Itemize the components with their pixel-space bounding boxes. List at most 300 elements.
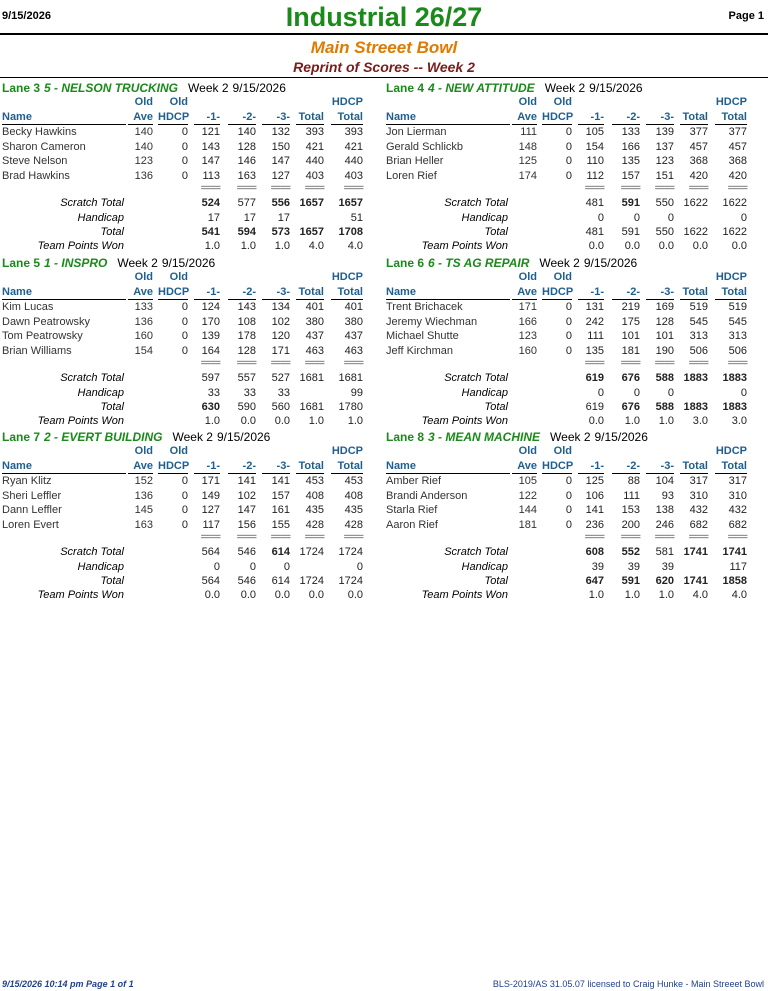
player-average: 160 xyxy=(518,344,537,357)
player-game3: 141 xyxy=(271,475,290,487)
player-name: Brian Williams xyxy=(2,344,72,357)
player-game2: 178 xyxy=(237,330,256,342)
lane-header xyxy=(386,430,648,444)
col-total-header: Total xyxy=(680,110,708,125)
player-game3: 169 xyxy=(655,301,674,313)
name-header-underline xyxy=(386,110,510,125)
grand-total-label: Total xyxy=(484,401,508,413)
grand-total-g2: 591 xyxy=(621,226,640,238)
grand-total-g3: 620 xyxy=(655,575,674,587)
player-game1: 125 xyxy=(585,475,604,487)
col-old-label: Old xyxy=(134,271,153,283)
team-points-label: Team Points Won xyxy=(37,589,124,601)
team-points-g1: 1.0 xyxy=(204,240,220,252)
player-average: 122 xyxy=(518,489,537,502)
player-handicap: 0 xyxy=(565,344,572,357)
player-handicap: 0 xyxy=(565,518,572,531)
report-subtitle: Reprint of Scores -- Week 2 xyxy=(293,59,475,75)
player-total: 420 xyxy=(689,169,708,182)
scratch-total-g2: 552 xyxy=(621,546,640,558)
scratch-total-hdcp-total: 1724 xyxy=(338,546,363,558)
lane-header xyxy=(2,430,270,444)
week-date: 9/15/2026 xyxy=(216,430,271,444)
grand-total-label: Total xyxy=(484,226,508,238)
scratch-total-g1: 619 xyxy=(585,372,604,384)
grand-total-total: 1883 xyxy=(683,401,708,413)
grand-total-g1: 564 xyxy=(201,575,220,587)
team-name: 4 - NEW ATTITUDE xyxy=(428,81,535,95)
player-game1: 139 xyxy=(201,330,220,342)
player-name: Michael Shutte xyxy=(386,330,459,342)
col-total-header: Total xyxy=(680,459,708,474)
player-total: 317 xyxy=(689,475,708,487)
player-total: 457 xyxy=(689,140,708,153)
team-points-g2: 1.0 xyxy=(624,415,640,427)
player-game2: 135 xyxy=(621,155,640,167)
col-total-header: Total xyxy=(296,110,324,125)
col-name-header: Name xyxy=(2,286,32,298)
col-game3-header: -3- xyxy=(262,459,290,474)
handicap-g3: 39 xyxy=(661,561,674,573)
col-old-label: Old xyxy=(169,445,188,457)
double-rule: ==== xyxy=(688,183,708,194)
col-game2-header: -2- xyxy=(612,110,640,125)
scratch-total-g2: 577 xyxy=(237,197,256,209)
player-total: 368 xyxy=(689,155,708,167)
handicap-total xyxy=(296,386,324,400)
player-game2: 140 xyxy=(237,126,256,138)
col-hdcp-label: HDCP xyxy=(331,271,363,283)
scratch-total-g2: 546 xyxy=(237,546,256,558)
col-hdcp-label: HDCP xyxy=(331,445,363,457)
grand-total-g1: 647 xyxy=(585,575,604,587)
col-hdcp-header: HDCP xyxy=(158,286,190,298)
grand-total-label: Total xyxy=(100,575,124,587)
player-game3: 139 xyxy=(655,126,674,138)
player-game1: 141 xyxy=(585,504,604,516)
double-rule: ==== xyxy=(236,532,256,543)
player-game2: 101 xyxy=(621,330,640,342)
player-name: Ryan Klitz xyxy=(2,475,52,487)
handicap-label: Handicap xyxy=(77,561,124,573)
player-name: Amber Rief xyxy=(386,475,442,487)
team-points-g2: 0.0 xyxy=(240,415,256,427)
col-hdcp-total-header: Total xyxy=(331,285,363,300)
player-handicap: 0 xyxy=(181,330,188,342)
team-points-g1: 0.0 xyxy=(588,415,604,427)
handicap-g1: 0 xyxy=(597,212,604,224)
handicap-hdcp-total: 0 xyxy=(740,212,747,224)
player-total: 545 xyxy=(689,315,708,328)
player-name: Dann Leffler xyxy=(2,504,62,516)
player-handicap: 0 xyxy=(181,518,188,531)
team-points-hdcp-total: 4.0 xyxy=(347,240,363,252)
col-hdcp-label: HDCP xyxy=(331,96,363,108)
player-game2: 181 xyxy=(621,344,640,357)
double-rule: ==== xyxy=(270,358,290,369)
header-rule xyxy=(0,33,768,35)
col-name-header: Name xyxy=(386,460,416,472)
player-game1: 106 xyxy=(585,489,604,502)
player-game3: 127 xyxy=(271,169,290,182)
team-points-hdcp-total: 1.0 xyxy=(347,415,363,427)
double-rule: ==== xyxy=(654,358,674,369)
player-handicap: 0 xyxy=(181,489,188,502)
grand-total-g2: 546 xyxy=(237,575,256,587)
col-hdcp-label: HDCP xyxy=(715,96,747,108)
player-game3: 120 xyxy=(271,330,290,342)
col-game1-header: -1- xyxy=(194,459,220,474)
scratch-total-g2: 676 xyxy=(621,372,640,384)
name-header-underline xyxy=(2,285,126,300)
player-game3: 157 xyxy=(271,489,290,502)
player-handicap: 0 xyxy=(181,475,188,487)
scratch-total-hdcp-total: 1741 xyxy=(722,546,747,558)
footer-left: 9/15/2026 10:14 pm Page 1 of 1 xyxy=(2,979,134,989)
col-total-header: Total xyxy=(680,285,708,300)
grand-total-total: 1681 xyxy=(299,401,324,413)
scratch-total-g3: 614 xyxy=(271,546,290,558)
lane-block xyxy=(384,427,762,601)
player-average: 136 xyxy=(134,169,153,182)
player-name: Steve Nelson xyxy=(2,155,68,167)
handicap-g2: 0 xyxy=(249,561,256,573)
player-total: 506 xyxy=(689,344,708,357)
lane-number: Lane 6 xyxy=(386,256,425,270)
player-name: Sharon Cameron xyxy=(2,140,86,153)
team-points-total: 3.0 xyxy=(692,415,708,427)
player-game3: 147 xyxy=(271,155,290,167)
player-hdcp-total: 506 xyxy=(728,344,747,357)
team-points-g2: 1.0 xyxy=(624,589,640,601)
team-points-g1: 1.0 xyxy=(204,415,220,427)
scratch-total-total: 1741 xyxy=(683,546,708,558)
handicap-g3: 0 xyxy=(667,212,674,224)
footer-right: BLS-2019/AS 31.05.07 licensed to Craig Hunke - Main Streeet Bowl xyxy=(492,979,764,989)
team-name: 5 - NELSON TRUCKING xyxy=(44,81,179,95)
team-points-g3: 0.0 xyxy=(274,415,290,427)
team-points-g3: 1.0 xyxy=(658,415,674,427)
double-rule: ==== xyxy=(270,532,290,543)
week-date: 9/15/2026 xyxy=(589,81,643,95)
team-points-g3: 0.0 xyxy=(274,589,290,601)
handicap-total xyxy=(296,560,324,574)
handicap-g3: 33 xyxy=(277,387,290,399)
player-hdcp-total: 317 xyxy=(728,475,747,487)
player-average: 136 xyxy=(134,315,153,328)
col-total-header: Total xyxy=(296,285,324,300)
player-name: Jon Lierman xyxy=(386,126,447,138)
team-points-hdcp-total: 3.0 xyxy=(731,415,747,427)
col-old-label: Old xyxy=(518,271,537,283)
scratch-total-total: 1681 xyxy=(299,372,324,384)
player-handicap: 0 xyxy=(565,155,572,167)
handicap-total xyxy=(680,211,708,225)
player-average: 136 xyxy=(134,489,153,502)
team-points-label: Team Points Won xyxy=(421,415,508,427)
player-hdcp-total: 453 xyxy=(344,475,363,487)
col-game2-header: -2- xyxy=(228,110,256,125)
double-rule: ==== xyxy=(343,358,363,369)
scratch-total-total: 1657 xyxy=(299,197,324,209)
col-game1-header: -1- xyxy=(578,459,604,474)
grand-total-g3: 573 xyxy=(271,226,290,238)
player-total: 453 xyxy=(305,475,324,487)
player-average: 145 xyxy=(134,504,153,516)
grand-total-total: 1622 xyxy=(683,226,708,238)
team-points-total: 1.0 xyxy=(308,415,324,427)
player-hdcp-total: 432 xyxy=(728,504,747,516)
player-game2: 200 xyxy=(621,518,640,531)
col-old-label: Old xyxy=(134,96,153,108)
col-old-label: Old xyxy=(134,445,153,457)
player-name: Kim Lucas xyxy=(2,301,54,313)
col-game2-header: -2- xyxy=(612,285,640,300)
player-handicap: 0 xyxy=(181,301,188,313)
team-points-g2: 0.0 xyxy=(240,589,256,601)
scratch-total-g1: 564 xyxy=(201,546,220,558)
scratch-total-label: Scratch Total xyxy=(60,372,124,384)
player-game1: 111 xyxy=(587,330,604,342)
player-game1: 121 xyxy=(201,126,220,138)
player-name: Dawn Peatrowsky xyxy=(2,315,91,328)
player-game1: 236 xyxy=(585,518,604,531)
player-game2: 156 xyxy=(237,518,256,531)
player-handicap: 0 xyxy=(565,315,572,328)
scratch-total-hdcp-total: 1622 xyxy=(722,197,747,209)
player-handicap: 0 xyxy=(565,126,572,138)
player-hdcp-total: 408 xyxy=(344,489,363,502)
col-hdcp-header: HDCP xyxy=(542,286,574,298)
handicap-g2: 17 xyxy=(243,212,256,224)
col-old-label: Old xyxy=(169,271,188,283)
col-old-label: Old xyxy=(169,96,188,108)
lane-block xyxy=(384,253,762,427)
grand-total-g1: 481 xyxy=(585,226,604,238)
col-game3-header: -3- xyxy=(262,285,290,300)
handicap-hdcp-total: 0 xyxy=(740,387,747,399)
player-name: Brad Hawkins xyxy=(2,169,70,182)
player-game2: 146 xyxy=(237,155,256,167)
lane-number: Lane 8 xyxy=(386,430,425,444)
col-hdcp-header: HDCP xyxy=(158,460,190,472)
col-game3-header: -3- xyxy=(262,110,290,125)
col-game2-header: -2- xyxy=(612,459,640,474)
handicap-label: Handicap xyxy=(461,212,508,224)
grand-total-hdcp-total: 1780 xyxy=(338,401,363,413)
lane-header xyxy=(2,81,286,95)
col-hdcp-header: HDCP xyxy=(542,460,574,472)
scratch-total-g3: 588 xyxy=(655,372,674,384)
player-game1: 105 xyxy=(585,126,604,138)
player-hdcp-total: 403 xyxy=(344,169,363,182)
report-date: 9/15/2026 xyxy=(2,10,51,22)
col-ave-header: Ave xyxy=(512,459,537,474)
team-points-g3: 0.0 xyxy=(658,240,674,252)
player-name: Loren Evert xyxy=(2,518,59,531)
player-game3: 171 xyxy=(271,344,290,357)
player-hdcp-total: 310 xyxy=(728,489,747,502)
player-handicap: 0 xyxy=(565,169,572,182)
grand-total-hdcp-total: 1622 xyxy=(722,226,747,238)
player-hdcp-total: 313 xyxy=(728,330,747,342)
team-points-hdcp-total: 4.0 xyxy=(731,589,747,601)
week-label: Week 2 xyxy=(172,430,213,444)
scratch-total-hdcp-total: 1883 xyxy=(722,372,747,384)
handicap-g2: 33 xyxy=(243,387,256,399)
player-game3: 155 xyxy=(271,518,290,531)
week-label: Week 2 xyxy=(188,81,229,95)
double-rule: ==== xyxy=(343,183,363,194)
player-total: 310 xyxy=(689,489,708,502)
double-rule: ==== xyxy=(236,183,256,194)
grand-total-total: 1657 xyxy=(299,226,324,238)
col-hdcp-label: HDCP xyxy=(715,445,747,457)
col-hdcp-header: HDCP xyxy=(158,111,190,123)
handicap-label: Handicap xyxy=(461,387,508,399)
col-hdcp-label: HDCP xyxy=(715,271,747,283)
double-rule: ==== xyxy=(688,532,708,543)
player-total: 393 xyxy=(305,126,324,138)
player-total: 519 xyxy=(689,301,708,313)
player-game2: 108 xyxy=(237,315,256,328)
col-name-header: Name xyxy=(2,111,32,123)
player-game3: 93 xyxy=(661,489,674,502)
player-name: Aaron Rief xyxy=(386,518,438,531)
col-name-header: Name xyxy=(386,111,416,123)
player-name: Trent Brichacek xyxy=(386,301,463,313)
grand-total-g1: 619 xyxy=(585,401,604,413)
lane-number: Lane 5 xyxy=(2,256,41,270)
col-game2-header: -2- xyxy=(228,285,256,300)
scratch-total-total: 1724 xyxy=(299,546,324,558)
col-ave-header: Ave xyxy=(128,459,153,474)
player-total: 421 xyxy=(305,140,324,153)
team-name: 3 - MEAN MACHINE xyxy=(428,430,541,444)
player-game1: 149 xyxy=(201,489,220,502)
player-game1: 113 xyxy=(202,169,220,182)
player-hdcp-total: 457 xyxy=(728,140,747,153)
player-total: 401 xyxy=(305,301,324,313)
double-rule: ==== xyxy=(200,532,220,543)
grand-total-g3: 550 xyxy=(655,226,674,238)
handicap-g1: 17 xyxy=(207,212,220,224)
col-ave-header: Ave xyxy=(512,285,537,300)
team-points-g3: 1.0 xyxy=(274,240,290,252)
player-game3: 132 xyxy=(271,126,290,138)
col-game1-header: -1- xyxy=(194,110,220,125)
player-handicap: 0 xyxy=(565,140,572,153)
player-handicap: 0 xyxy=(565,330,572,342)
scratch-total-g1: 597 xyxy=(201,372,220,384)
double-rule: ==== xyxy=(236,358,256,369)
handicap-g2: 39 xyxy=(627,561,640,573)
handicap-g1: 0 xyxy=(597,387,604,399)
player-game2: 175 xyxy=(621,315,640,328)
player-average: 105 xyxy=(518,475,537,487)
team-points-label: Team Points Won xyxy=(37,240,124,252)
player-handicap: 0 xyxy=(181,169,188,182)
player-game2: 133 xyxy=(621,126,640,138)
report-title: Industrial 26/27 xyxy=(285,2,483,32)
grand-total-label: Total xyxy=(100,401,124,413)
player-game1: 143 xyxy=(201,140,220,153)
handicap-hdcp-total: 0 xyxy=(356,561,363,573)
player-game3: 104 xyxy=(655,475,674,487)
player-handicap: 0 xyxy=(181,140,188,153)
player-average: 181 xyxy=(518,518,537,531)
player-handicap: 0 xyxy=(565,301,572,313)
handicap-total xyxy=(680,560,708,574)
scratch-total-hdcp-total: 1657 xyxy=(338,197,363,209)
player-hdcp-total: 421 xyxy=(344,140,363,153)
player-handicap: 0 xyxy=(181,126,188,138)
player-hdcp-total: 377 xyxy=(728,126,747,138)
handicap-g2: 0 xyxy=(633,212,640,224)
player-hdcp-total: 545 xyxy=(728,315,747,328)
player-game3: 101 xyxy=(655,330,674,342)
double-rule: ==== xyxy=(343,532,363,543)
player-game1: 154 xyxy=(585,140,604,153)
player-hdcp-total: 393 xyxy=(344,126,363,138)
player-game3: 138 xyxy=(655,504,674,516)
player-game1: 135 xyxy=(585,344,604,357)
player-game3: 128 xyxy=(655,315,674,328)
player-name: Jeff Kirchman xyxy=(386,344,454,357)
col-old-label: Old xyxy=(553,271,572,283)
handicap-g1: 33 xyxy=(207,387,220,399)
double-rule: ==== xyxy=(304,358,324,369)
scratch-total-label: Scratch Total xyxy=(60,197,124,209)
player-name: Loren Rief xyxy=(386,169,437,182)
week-date: 9/15/2026 xyxy=(161,256,216,270)
player-average: 123 xyxy=(134,155,153,167)
player-hdcp-total: 682 xyxy=(728,518,747,531)
name-header-underline xyxy=(2,110,126,125)
handicap-g3: 17 xyxy=(277,212,290,224)
player-total: 380 xyxy=(305,315,324,328)
name-header-underline xyxy=(386,285,510,300)
player-game2: 88 xyxy=(627,475,640,487)
player-game2: 102 xyxy=(237,489,256,502)
double-rule: ==== xyxy=(584,358,604,369)
player-game2: 147 xyxy=(237,504,256,516)
double-rule: ==== xyxy=(654,532,674,543)
scratch-total-g2: 591 xyxy=(621,197,640,209)
grand-total-g3: 614 xyxy=(271,575,290,587)
player-average: 123 xyxy=(518,330,537,342)
double-rule: ==== xyxy=(304,183,324,194)
player-game3: 151 xyxy=(655,169,674,182)
grand-total-g1: 541 xyxy=(201,226,220,238)
scratch-total-g2: 557 xyxy=(237,372,256,384)
handicap-g3: 0 xyxy=(667,387,674,399)
grand-total-hdcp-total: 1708 xyxy=(338,226,363,238)
grand-total-g2: 594 xyxy=(237,226,256,238)
player-average: 160 xyxy=(134,330,153,342)
team-points-g2: 1.0 xyxy=(240,240,256,252)
player-total: 463 xyxy=(305,344,324,357)
double-rule: ==== xyxy=(200,183,220,194)
player-game1: 127 xyxy=(201,504,220,516)
player-total: 403 xyxy=(305,169,324,182)
page-number: Page 1 xyxy=(728,10,764,22)
lane-number: Lane 4 xyxy=(386,81,425,95)
player-game1: 170 xyxy=(201,315,220,328)
lane-block xyxy=(0,78,378,252)
col-hdcp-total-header: Total xyxy=(715,285,747,300)
col-old-label: Old xyxy=(553,445,572,457)
